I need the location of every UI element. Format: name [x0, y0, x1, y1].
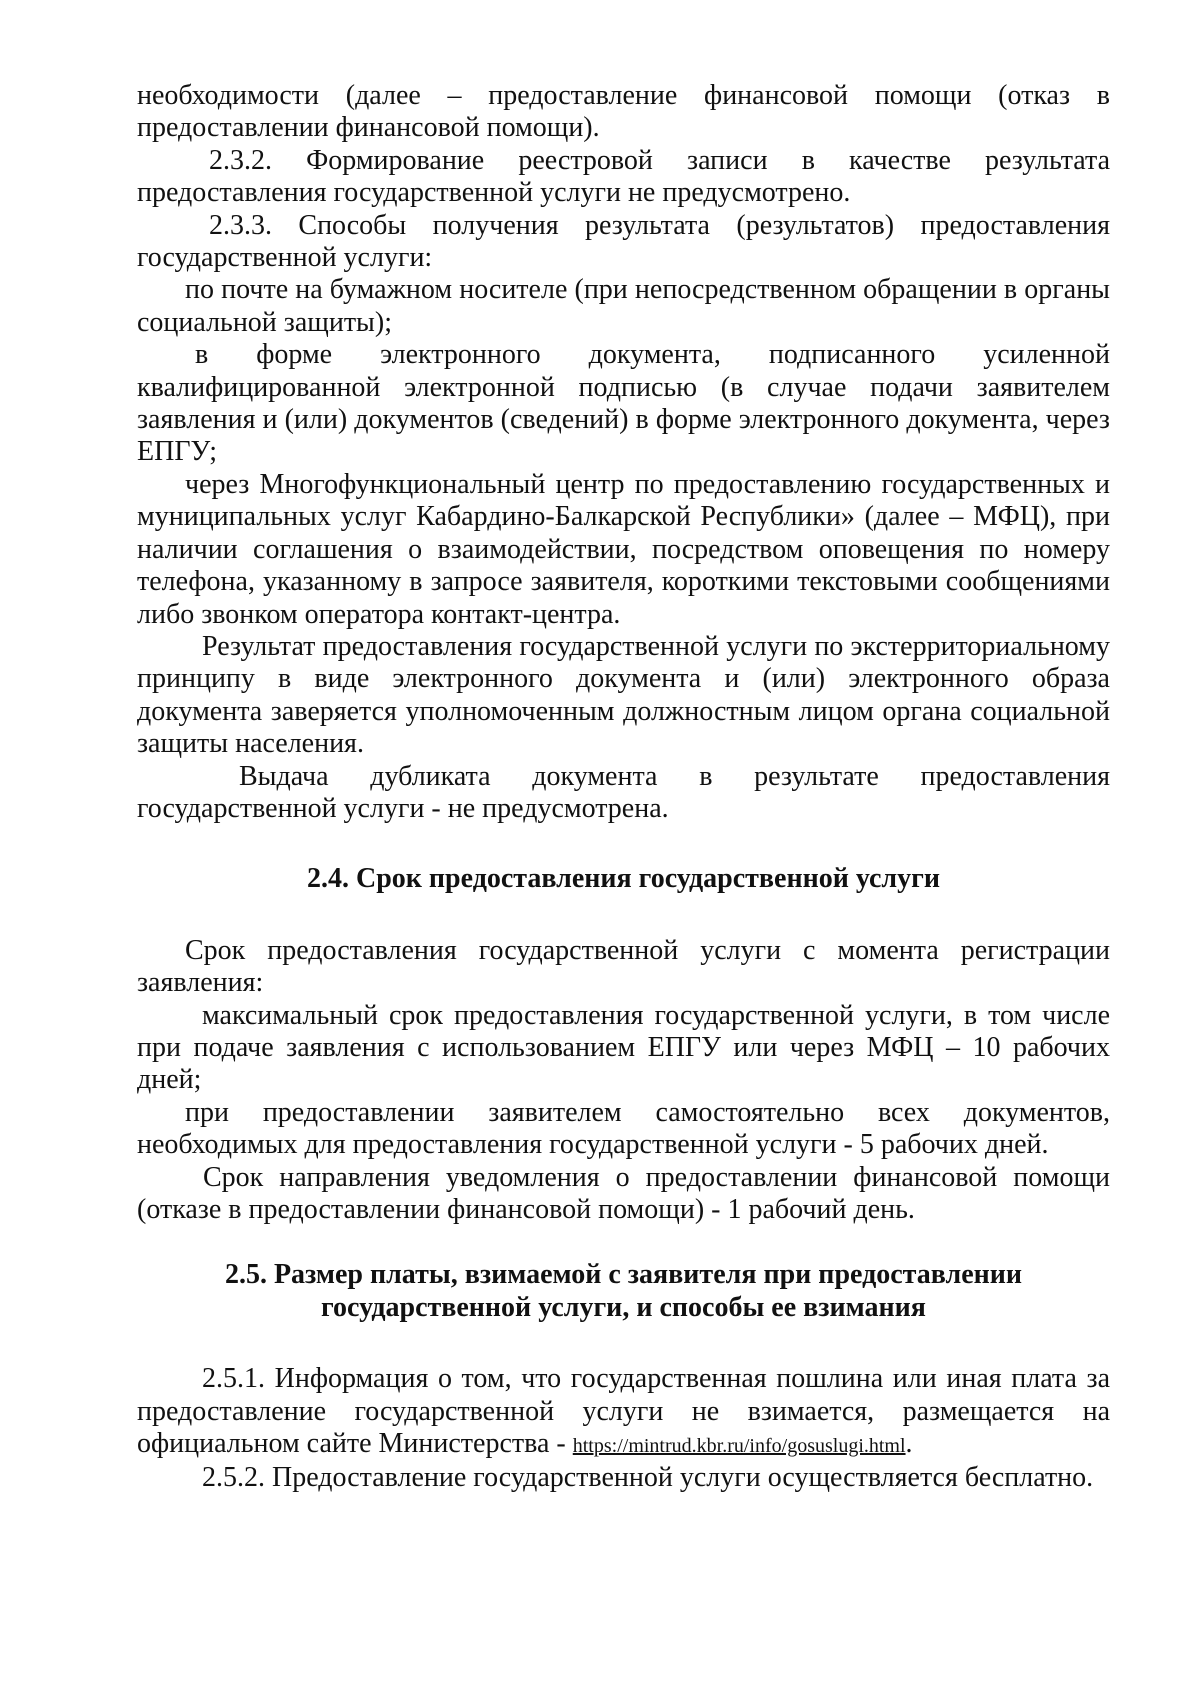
paragraph-by-post: по почте на бумажном носителе (при непосредственном обращении в органы социальной защиты);: [137, 274, 1110, 338]
section-heading-2-4: 2.4. Срок предоставления государственной услуги: [307, 863, 940, 895]
paragraph-duplicate: Выдача дубликата документа в результате предоставления государственной услуги - не предусмотрена.: [137, 760, 1110, 824]
document-body: [137, 80, 1110, 1495]
paragraph-mfc: через Многофункциональный центр по предоставлению государственных и муниципальных услуг Кабардино-Балкарской Республики» (далее – МФЦ), при наличии соглашения о взаимодействии, посредством оповещения по номеру телефона, указанному в запросе заявителя, короткими текстовыми сообщениями либо звонком оператора контакт-центра.: [137, 468, 1110, 630]
paragraph-independent-submission: при предоставлении заявителем самостоятельно всех документов, необходимых для предоставления государственной услуги - 5 рабочих дней.: [137, 1096, 1110, 1161]
ministry-website-link[interactable]: https://mintrud.kbr.ru/info/gosuslugi.html: [572, 1435, 906, 1458]
paragraph-2-3-3: 2.3.3. Способы получения результата (результатов) предоставления государственной услуги:: [137, 209, 1110, 274]
paragraph-2-5-1: [137, 1363, 1110, 1462]
paragraph-2-5-2: 2.5.2. Предоставление государственной услуги осуществляется бесплатно.: [202, 1462, 1094, 1494]
paragraph-max-term: максимальный срок предоставления государственной услуги, в том числе при подаче заявления с использованием ЕПГУ или через МФЦ – 10 рабочих дней;: [137, 999, 1110, 1096]
paragraph-notice-term: Срок направления уведомления о предоставлении финансовой помощи (отказе в предоставлении финансовой помощи) - 1 рабочий день.: [137, 1161, 1110, 1225]
paragraph-term: Срок предоставления государственной услуги с момента регистрации заявления:: [137, 934, 1110, 999]
paragraph-2-3-2: 2.3.2. Формирование реестровой записи в качестве результата предоставления государственной услуги не предусмотрено.: [137, 144, 1110, 209]
paragraph-2-5-1-text: 2.5.1. Информация о том, что государственная пошлина или иная плата за предоставление государственной услуги не взимается, размещается на официальном сайте Министерства -: [137, 1363, 1110, 1460]
paragraph-intro: необходимости (далее – предоставление финансовой помощи (отказ в предоставлении финансовой помощи).: [137, 80, 1110, 144]
paragraph-2-5-1-end: .: [905, 1428, 913, 1460]
paragraph-result-exterritorial: Результат предоставления государственной услуги по экстерриториальному принципу в виде электронного документа и (или) электронного образа документа заверяется уполномоченным должностным лицом органа социальной защиты населения.: [137, 630, 1110, 760]
section-heading-2-5: 2.5. Размер платы, взимаемой с заявителя при предоставлении государственной услуги, и способы ее взимания: [224, 1259, 1023, 1323]
paragraph-electronic-document: в форме электронного документа, подписанного усиленной квалифицированной электронной подписью (в случае подачи заявителем заявления и (или) документов (сведений) в форме электронного документа, через ЕПГУ;: [137, 339, 1110, 468]
